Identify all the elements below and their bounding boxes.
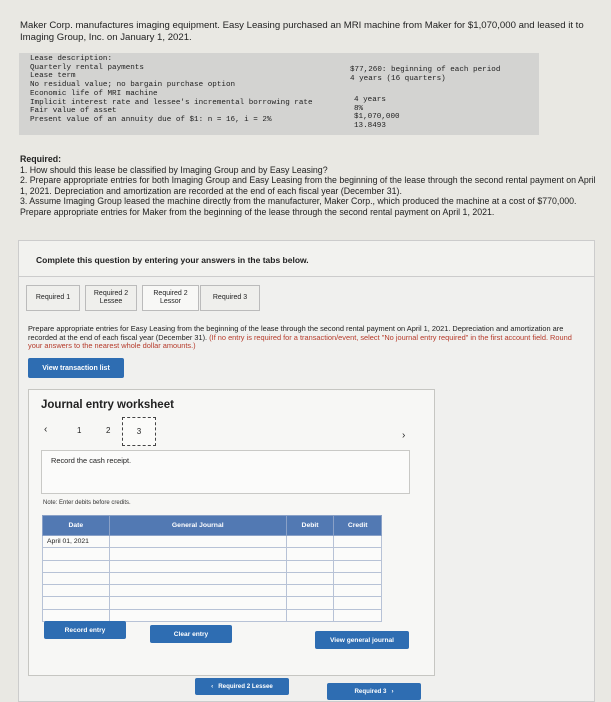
- journal-table: [42, 515, 382, 622]
- lease-value: 4 years (16 quarters): [350, 74, 446, 83]
- account-cell[interactable]: [109, 560, 286, 572]
- complete-banner: [18, 240, 595, 278]
- credit-cell[interactable]: [334, 585, 382, 597]
- lease-line: No residual value; no bargain purchase option: [30, 81, 236, 90]
- credit-cell[interactable]: [334, 609, 382, 621]
- col-debit: Debit: [286, 516, 334, 536]
- lease-line: Lease description:: [30, 55, 113, 63]
- table-row: [43, 536, 382, 548]
- page-3-link[interactable]: 3: [122, 417, 156, 446]
- record-entry-button[interactable]: Record entry: [44, 621, 126, 639]
- account-cell[interactable]: [109, 536, 286, 548]
- credit-cell[interactable]: [334, 560, 382, 572]
- debit-cell[interactable]: [286, 548, 334, 560]
- chevron-right-icon[interactable]: ›: [402, 430, 406, 441]
- required-item: 1. How should this lease be classified by Imaging Group and by Easy Leasing?: [20, 164, 328, 175]
- debit-cell[interactable]: [286, 609, 334, 621]
- lease-value: 4 years: [354, 96, 386, 104]
- credit-cell[interactable]: [334, 548, 382, 560]
- account-cell[interactable]: [109, 597, 286, 609]
- date-cell[interactable]: [43, 560, 110, 572]
- prev-tab-label: Required 2 Lessee: [218, 683, 273, 690]
- lease-value: 8%: [354, 104, 364, 113]
- date-cell[interactable]: [43, 585, 110, 597]
- table-row: [43, 560, 382, 572]
- col-general-journal: General Journal: [109, 516, 286, 536]
- credit-cell[interactable]: [334, 597, 382, 609]
- date-cell[interactable]: [43, 597, 110, 609]
- tab-required-1[interactable]: Required 1: [26, 285, 80, 311]
- lease-line: Quarterly rental payments: [30, 63, 144, 72]
- debits-note: Note: Enter debits before credits.: [43, 500, 131, 506]
- date-cell[interactable]: April 01, 2021: [43, 536, 110, 548]
- page-1-link[interactable]: 1: [77, 426, 82, 435]
- instructions: [28, 325, 588, 351]
- table-row: [43, 597, 382, 609]
- table-row: [43, 585, 382, 597]
- lease-line: Economic life of MRI machine: [30, 89, 158, 98]
- credit-cell[interactable]: [334, 536, 382, 548]
- chevron-right-icon: ›: [391, 688, 394, 695]
- next-tab-label: Required 3: [354, 688, 387, 695]
- lease-value: 13.8493: [354, 122, 386, 131]
- lease-line: Present value of an annuity due of $1: n = 16, i = 2%: [30, 115, 272, 124]
- view-general-journal-button[interactable]: View general journal: [315, 631, 409, 649]
- tab-required-2-lessor[interactable]: Required 2 Lessor: [142, 285, 199, 311]
- lease-line: Lease term: [30, 72, 76, 81]
- col-date: Date: [43, 516, 110, 536]
- account-cell[interactable]: [109, 585, 286, 597]
- lease-value: $1,070,000: [354, 113, 400, 122]
- lease-line: Fair value of asset: [30, 107, 117, 116]
- next-tab-button[interactable]: [327, 683, 421, 700]
- table-row: [43, 609, 382, 621]
- chevron-left-icon: ‹: [211, 683, 214, 690]
- table-row: [43, 548, 382, 560]
- table-row: [43, 572, 382, 584]
- transaction-description: Record the cash receipt.: [51, 456, 132, 465]
- lease-line: Implicit interest rate and lessee's incremental borrowing rate: [30, 98, 313, 107]
- credit-cell[interactable]: [334, 572, 382, 584]
- required-section: [20, 154, 600, 218]
- account-cell[interactable]: [109, 548, 286, 560]
- chevron-left-icon[interactable]: ‹: [44, 424, 48, 435]
- required-heading: Required:: [20, 154, 62, 164]
- lease-values-top: [350, 66, 500, 83]
- lease-value: $77,260: beginning of each period: [350, 66, 501, 74]
- lease-description-labels: [30, 55, 313, 125]
- account-cell[interactable]: [109, 572, 286, 584]
- debit-cell[interactable]: [286, 572, 334, 584]
- debit-cell[interactable]: [286, 536, 334, 548]
- page-2-link[interactable]: 2: [106, 426, 111, 435]
- date-cell[interactable]: [43, 609, 110, 621]
- instructions-note: (If no entry is required for a transaction/event, select "No journal entry required" in the first account field. Round your answers to the nearest whole dollar amounts.): [28, 332, 572, 351]
- lease-values-bottom: [354, 96, 400, 131]
- problem-intro: Maker Corp. manufactures imaging equipment. Easy Leasing purchased an MRI machine from Maker for $1,070,000 and leased it to Imaging Group, Inc. on January 1, 2021.: [20, 20, 584, 43]
- clear-entry-button[interactable]: Clear entry: [150, 625, 232, 643]
- transaction-description-box: [41, 450, 410, 494]
- debit-cell[interactable]: [286, 597, 334, 609]
- required-item: 2. Prepare appropriate entries for both Imaging Group and Easy Leasing from the beginning of the lease through the second rental payment on April 1, 2021. Depreciation and amortization are recorded at the end of each fiscal year (December 31).: [20, 175, 596, 196]
- account-cell[interactable]: [109, 609, 286, 621]
- instructions-text: Prepare appropriate entries for Easy Leasing from the beginning of the lease through the second rental payment on April 1, 2021. Depreciation and amortization are recorded at the end of each fiscal year (December 31).: [28, 324, 564, 342]
- col-credit: Credit: [334, 516, 382, 536]
- worksheet-title: Journal entry worksheet: [41, 399, 174, 411]
- date-cell[interactable]: [43, 572, 110, 584]
- tab-required-3[interactable]: Required 3: [200, 285, 260, 311]
- debit-cell[interactable]: [286, 585, 334, 597]
- view-transaction-list-button[interactable]: View transaction list: [28, 358, 124, 378]
- required-item: 3. Assume Imaging Group leased the machine directly from the manufacturer, Maker Corp., which produced the machine at a cost of $770,000. Prepare appropriate entries for Maker from the beginning of the lease through the second rental payment on April 1, 2021.: [20, 196, 577, 217]
- debit-cell[interactable]: [286, 560, 334, 572]
- tab-required-2-lessee[interactable]: Required 2 Lessee: [85, 285, 137, 311]
- complete-label: Complete this question by entering your answers in the tabs below.: [36, 255, 309, 265]
- prev-tab-button[interactable]: [195, 678, 289, 695]
- date-cell[interactable]: [43, 548, 110, 560]
